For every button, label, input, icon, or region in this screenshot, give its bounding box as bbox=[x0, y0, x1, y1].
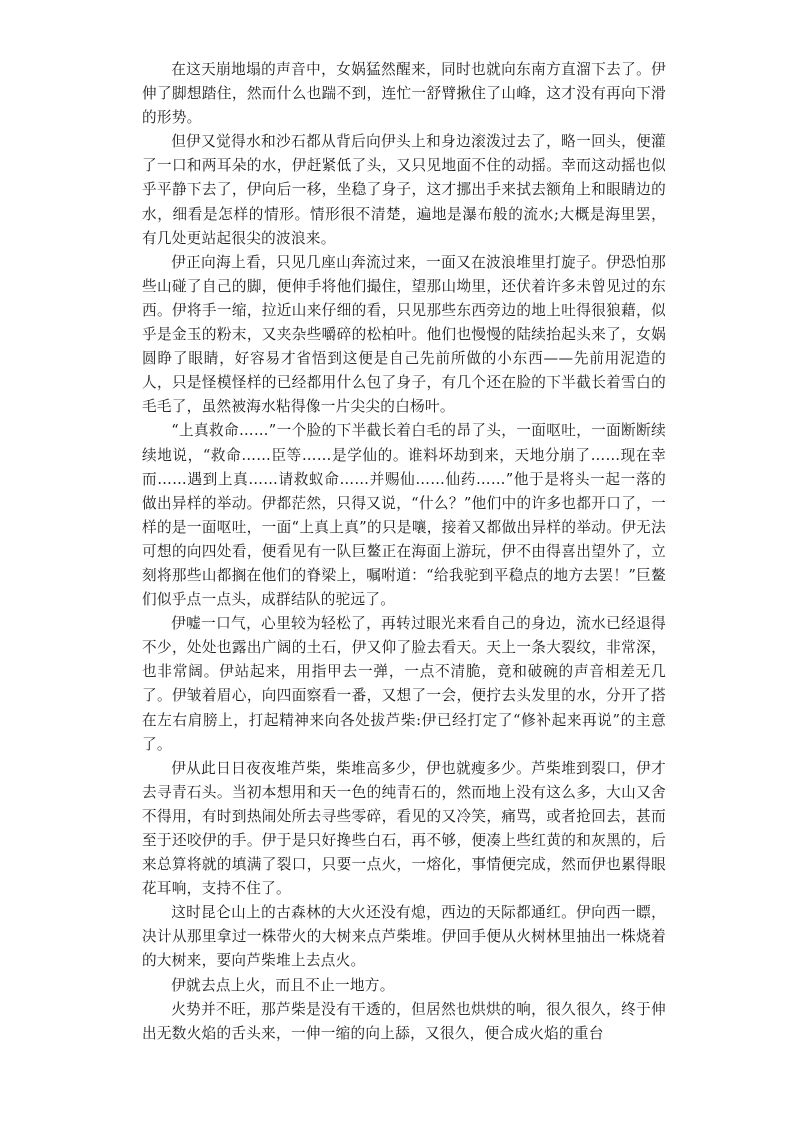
paragraph-2: 但伊又觉得水和沙石都从背后向伊头上和身边滚泼过去了，略一回头，便灌了一口和两耳朵的水，伊赶紧低了头，又只见地面不住的动摇。幸而这动摇也似乎平静下去了，伊向后一移，坐稳了身子，这才挪出手来拭去额角上和眼睛边的水，细看是怎样的情形。情形很不清楚，遍地是瀑布般的流水;大概是海里罢，有几处更站起很尖的波浪来。 bbox=[142, 133, 666, 247]
paragraph-3: 伊正向海上看，只见几座山奔流过来，一面又在波浪堆里打旋子。伊恐怕那些山碰了自己的脚，便伸手将他们撮住，望那山坳里，还伏着许多未曾见过的东西。伊将手一缩，拉近山来仔细的看，只见那些东西旁边的地上吐得很狼藉，似乎是金玉的粉末，又夹杂些嚼碎的松柏叶。他们也慢慢的陆续抬起头来了，女娲圆睁了眼睛，好容易才省悟到这便是自己先前所做的小东西——先前用泥造的人，只是怪模怪样的已经都用什么包了身子，有几个还在脸的下半截长着雪白的毛毛了，虽然被海水粘得像一片尖尖的白杨叶。 bbox=[142, 253, 666, 416]
paragraph-6: 伊从此日日夜夜堆芦柴，柴堆高多少，伊也就瘦多少。芦柴堆到裂口，伊才去寻青石头。当初本想用和天一色的纯青石的，然而地上没有这么多，大山又舍不得用，有时到热闹处所去寻些零碎，看见的又冷笑，痛骂，或者抢回去，甚而至于还咬伊的手。伊于是只好搀些白石，再不够，便凑上些红黄的和灰黑的，后来总算将就的填满了裂口，只要一点火，一熔化，事情便完成，然而伊也累得眼花耳响，支持不住了。 bbox=[142, 759, 666, 898]
document-page bbox=[142, 58, 666, 1046]
paragraph-8: 伊就去点上火，而且不止一地方。 bbox=[171, 976, 395, 994]
paragraph-7: 这时昆仑山上的古森林的大火还没有熄，西边的天际都通红。伊向西一瞟，决计从那里拿过一株带火的大树来点芦柴堆。伊回手便从火树林里抽出一株烧着的大树来，要向芦柴堆上去点火。 bbox=[142, 904, 666, 970]
paragraph-9: 火势并不旺，那芦柴是没有干透的，但居然也烘烘的响，很久很久，终于伸出无数火焰的舌头来，一伸一缩的向上舔，又很久，便合成火焰的重台 bbox=[142, 1000, 666, 1042]
paragraph-5: 伊嘘一口气，心里较为轻松了，再转过眼光来看自己的身边，流水已经退得不少，处处也露出广阔的土石，伊又仰了脸去看天。天上一条大裂纹，非常深，也非常阔。伊站起来，用指甲去一弹，一点不清脆，竟和破碗的声音相差无几了。伊皱着眉心，向四面察看一番，又想了一会，便拧去头发里的水，分开了搭在左右肩膀上，打起精神来向各处拔芦柴:伊已经打定了“修补起来再说”的主意了。 bbox=[142, 615, 666, 753]
paragraph-1: 在这天崩地塌的声音中，女娲猛然醒来，同时也就向东南方直溜下去了。伊伸了脚想踏住，然而什么也踹不到，连忙一舒臂揪住了山峰，这才没有再向下滑的形势。 bbox=[142, 61, 666, 127]
paragraph-4: “上真救命……”一个脸的下半截长着白毛的昂了头，一面呕吐，一面断断续续地说，“救命……臣等……是学仙的。谁料坏劫到来，天地分崩了……现在幸而……遇到上真……请救蚁命……并赐仙……仙药……”他于是将头一起一落的做出异样的举动。伊都茫然，只得又说，“什么？”他们中的许多也都开口了，一样的是一面呕吐，一面“上真上真”的只是嚷，接着又都做出异样的举动。伊无法可想的向四处看，便看见有一队巨鳌正在海面上游玩，伊不由得喜出望外了，立刻将那些山都搁在他们的脊梁上，嘱咐道：“给我驼到平稳点的地方去罢！”巨鳌们似乎点一点头，成群结队的驼远了。 bbox=[142, 422, 666, 609]
